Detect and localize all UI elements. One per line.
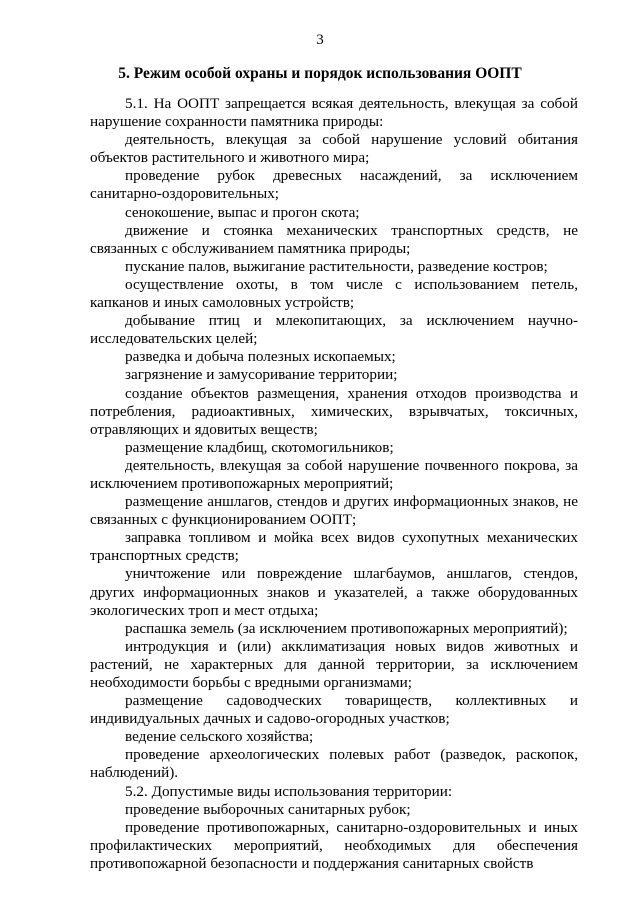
prohibition-item: размещение кладбищ, скотомогильников; [125,438,394,456]
paragraph-5-1: 5.1. На ООПТ запрещается всякая деятельность, влекущая за собой нарушение сохранности памятника природы: [90,95,578,131]
section-title: 5. Режим особой охраны и порядок использования ООПТ [118,65,522,82]
prohibition-item: создание объектов размещения, хранения отходов производства и потребления, радиоактивных, химических, взрывчатых, токсичных, отравляющих и ядовитых веществ; [90,384,578,438]
document-body [90,95,578,873]
prohibition-item: сенокошение, выпас и прогон скота; [125,203,360,221]
paragraph-5-2: 5.2. Допустимые виды использования территории: [125,782,453,800]
prohibition-item: распашка земель (за исключением противопожарных мероприятий); [125,619,568,637]
prohibition-item: заправка топливом и мойка всех видов сухопутных механических транспортных средств; [90,529,578,565]
prohibition-item: пускание палов, выжигание растительности, разведение костров; [125,257,548,275]
page-number: 3 [316,32,324,48]
prohibition-item: разведка и добыча полезных ископаемых; [125,348,396,366]
prohibition-item: деятельность, влекущая за собой нарушение почвенного покрова, за исключением противопожарных мероприятий; [90,456,578,492]
prohibition-item: размещение аншлагов, стендов и других информационных знаков, не связанных с функционированием ООПТ; [90,493,578,529]
prohibition-item: проведение рубок древесных насаждений, за исключением санитарно-оздоровительных; [90,167,578,203]
prohibition-item: загрязнение и замусоривание территории; [125,366,398,384]
permitted-use-item: проведение противопожарных, санитарно-оздоровительных и иных профилактических мероприятий, необходимых для обеспечения противопожарной безопасности и поддержания санитарных свойств [90,818,578,872]
prohibition-item: проведение археологических полевых работ (разведок, раскопок, наблюдений). [90,746,578,782]
prohibition-item: интродукция и (или) акклиматизация новых видов животных и растений, не характерных для данной территории, за исключением необходимости борьбы с вредными организмами; [90,637,578,691]
permitted-use-item: проведение выборочных санитарных рубок; [125,800,411,818]
prohibition-item: осуществление охоты, в том числе с использованием петель, капканов и иных самоловных устройств; [90,275,578,312]
prohibition-item: деятельность, влекущая за собой нарушение условий обитания объектов растительного и животного мира; [90,131,578,167]
prohibition-item: добывание птиц и млекопитающих, за исключением научно-исследовательских целей; [90,312,578,348]
prohibition-item: размещение садоводческих товариществ, коллективных и индивидуальных дачных и садово-огородных участков; [90,692,578,728]
prohibition-item: движение и стоянка механических транспортных средств, не связанных с обслуживанием памятника природы; [90,221,578,257]
prohibition-item: ведение сельского хозяйства; [125,728,314,746]
prohibition-item: уничтожение или повреждение шлагбаумов, аншлагов, стендов, других информационных знаков и указателей, а также оборудованных экологических троп и мест отдыха; [90,565,578,619]
